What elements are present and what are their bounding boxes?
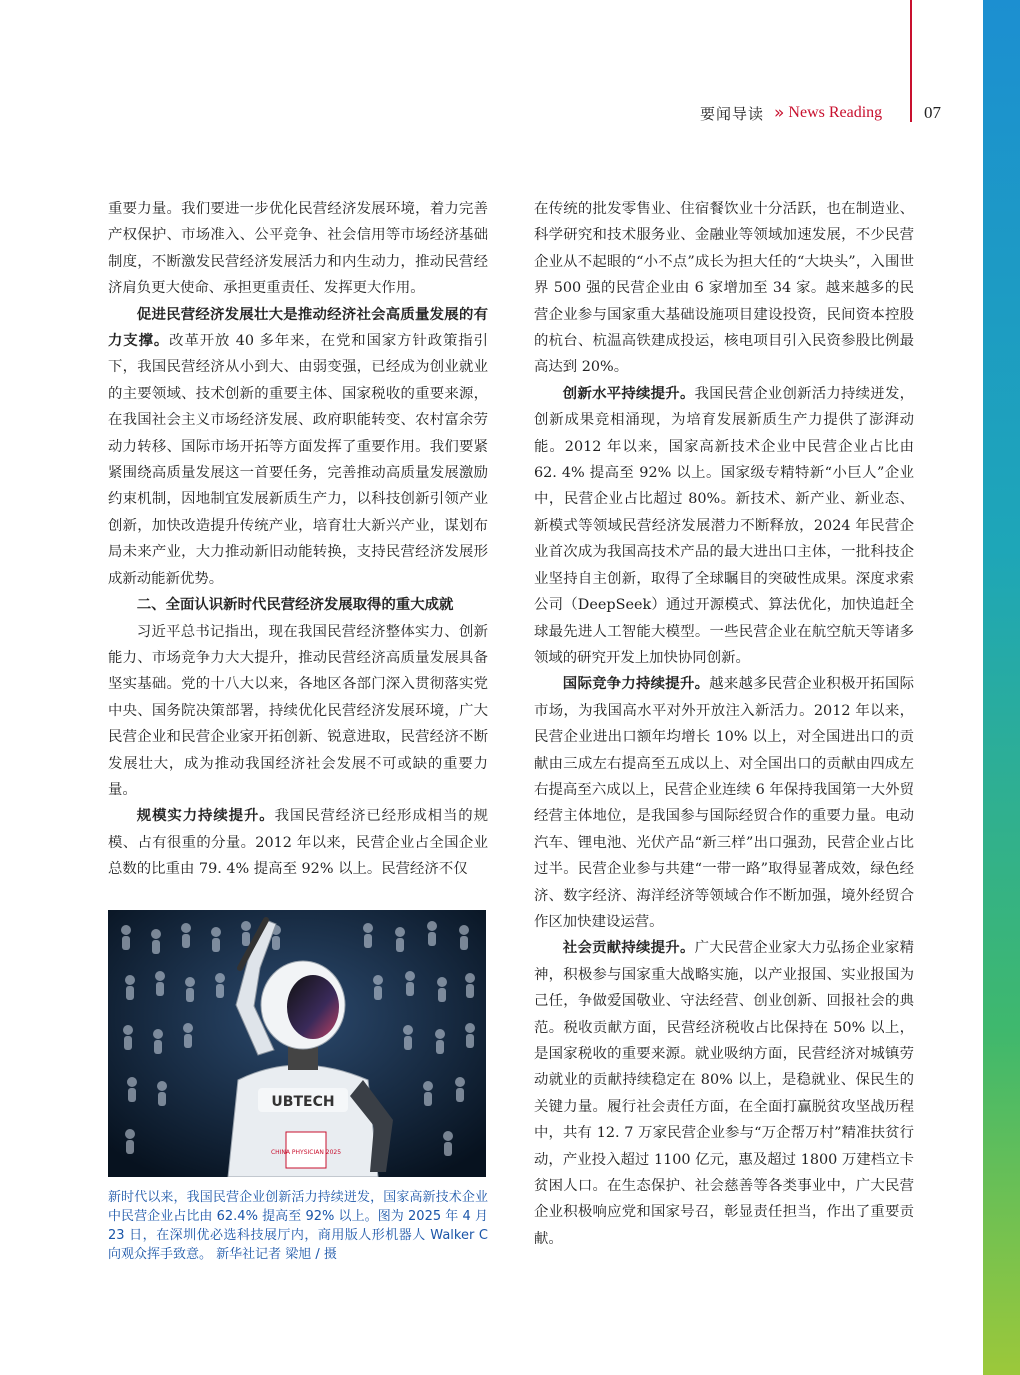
paragraph-body: 我国民营企业创新活力持续迸发，创新成果竞相涌现，为培育发展新质生产力提供了澎湃动能。2012 年以来，国家高新技术企业中民营企业占比由 62. 4% 提高至 92% 以上。国家级专精特新“小巨人”企业中，民营企业占比超过 80%。新技术、新产业、新业态、新模式等领域民营经济发展潜力不断释放，2024 年民营企业首次成为我国高技术产品的最大进出口主体，一批科技企业坚持自主创新，取得了全球瞩目的突破性成果。深度求索公司（DeepSeek）通过开源模式、算法优化，加快追赶全球最先进人工智能大模型。一些民营企业在航空航天等诸多领域的研究开发上加快协同创新。 — [534, 385, 914, 666]
header-divider — [910, 0, 912, 122]
robot-brand-text: UBTECH — [271, 1094, 335, 1110]
paragraph: 重要力量。我们要进一步优化民营经济发展环境，着力完善产权保护、市场准入、公平竞争、社会信用等市场经济基础制度，不断激发民营经济发展活力和内生动力，推动民营经济肩负更大使命、承担更重责任、发挥更大作用。 — [108, 201, 488, 297]
paragraph-body: 改革开放 40 多年来，在党和国家方针政策指引下，我国民营经济从小到大、由弱变强，已经成为创业就业的主要领域、技术创新的重要主体、国家税收的重要来源，在我国社会主义市场经济发展、政府职能转变、农村富余劳动力转移、国际市场开拓等方面发挥了重要作用。我们要紧紧围绕高质量发展这一首要任务，完善推动高质量发展激励约束机制，因地制宜发展新质生产力，以科技创新引领产业创新，加快改造提升传统产业，培育壮大新兴产业，谋划布局未来产业，大力推动新旧动能转换，支持民营经济发展形成新动能新优势。 — [108, 333, 488, 587]
double-chevron-icon: » — [774, 103, 785, 123]
paragraph-body: 广大民营企业家大力弘扬企业家精神，积极参与国家重大战略实施，以产业报国、实业报国为己任，争做爱国敬业、守法经营、创业创新、回报社会的典范。税收贡献方面，民营经济税收占比保持在 50% 以上，是国家税收的重要来源。就业吸纳方面，民营经济对城镇劳动就业的贡献持续稳定在 80% 以上，是稳就业、保民生的关键力量。履行社会责任方面，在全面打赢脱贫攻坚战历程中，共有 12. 7 万家民营企业参与“万企帮万村”精准扶贫行动，产业投入超过 1100 亿元，惠及超过 1800 万建档立卡贫困人口。在生态保护、社会慈善等各类事业中，广大民营企业积极响应党和国家号召，彰显责任担当，作出了重要贡献。 — [534, 940, 914, 1247]
paragraph — [534, 671, 914, 935]
paragraph: 在传统的批发零售业、住宿餐饮业十分活跃，也在制造业、科学研究和技术服务业、金融业等领域加速发展，不少民营企业从不起眼的“小不点”成长为担大任的“大块头”，入围世界 500 强的民营企业由 6 家增加至 34 家。越来越多的民营企业参与国家重大基础设施项目建设投资，民间资本控股的杭台、杭温高铁建成投运，核电项目引入民资参股比例最高达到 20%。 — [534, 201, 914, 376]
photo-caption: 新时代以来，我国民营企业创新活力持续迸发，国家高新技术企业中民营企业占比由 62.4% 提高至 92% 以上。图为 2025 年 4 月 23 日，在深圳优必选科技展厅内，商用版人形机器人 Walker C 向观众挥手致意。 新华社记者 梁旭 / 摄 — [108, 1190, 488, 1262]
paragraph — [108, 803, 488, 882]
robot-badge-text: CHINA PHYSICIAN 2025 — [270, 1149, 342, 1156]
paragraph: 习近平总书记指出，现在我国民营经济整体实力、创新能力、市场竞争力大大提升，推动民营经济高质量发展具备坚实基础。党的十八大以来，各地区各部门深入贯彻落实党中央、国务院决策部署，持续优化民营经济发展环境，广大民营企业和民营企业家开拓创新、锐意进取，民营经济不断发展壮大，成为推动我国经济社会发展不可或缺的重要力量。 — [108, 623, 488, 798]
paragraph-lead: 促进民营经济发展壮大是推动经济社会高质量发展的有力支撑。 — [108, 305, 488, 350]
page-header — [700, 100, 941, 126]
paragraph-lead: 创新水平持续提升。 — [562, 384, 695, 402]
paragraph-lead: 规模实力持续提升。 — [136, 807, 275, 825]
side-color-bar — [983, 0, 1020, 1375]
paragraph — [534, 381, 914, 671]
paragraph — [534, 935, 914, 1252]
robot-illustration — [108, 910, 486, 1177]
section-title-en: News Reading — [788, 104, 883, 121]
robot-photo — [108, 910, 486, 1177]
right-column — [534, 196, 914, 1252]
paragraph-lead: 社会贡献持续提升。 — [562, 939, 695, 957]
section-title-cn: 要闻导读 — [700, 104, 765, 123]
paragraph-lead: 国际竞争力持续提升。 — [562, 675, 710, 693]
left-column — [108, 196, 488, 883]
paragraph — [108, 302, 488, 592]
page-number: 07 — [924, 103, 941, 122]
paragraph-body: 越来越多民营企业积极开拓国际市场，为我国高水平对外开放注入新活力。2012 年以来，民营企业进出口额年均增长 10% 以上，对全国进出口的贡献由三成左右提高至五成以上、对全国出口的贡献由四成左右提高至六成以上，民营企业连续 6 年保持我国第一大外贸经营主体地位，是我国参与国际经贸合作的重要力量。电动汽车、锂电池、光伏产品“新三样”出口强劲，民营企业占比过半。民营企业参与共建“一带一路”取得显著成效，绿色经济、数字经济、海洋经济等领域合作不断加强，境外经贸合作区加快建设运营。 — [534, 676, 914, 930]
section-heading: 二、全面认识新时代民营经济发展取得的重大成就 — [136, 596, 454, 614]
paragraph-body: 我国民营经济已经形成相当的规模、占有很重的分量。2012 年以来，民营企业占全国企业总数的比重由 79. 4% 提高至 92% 以上。民营经济不仅 — [108, 808, 488, 878]
